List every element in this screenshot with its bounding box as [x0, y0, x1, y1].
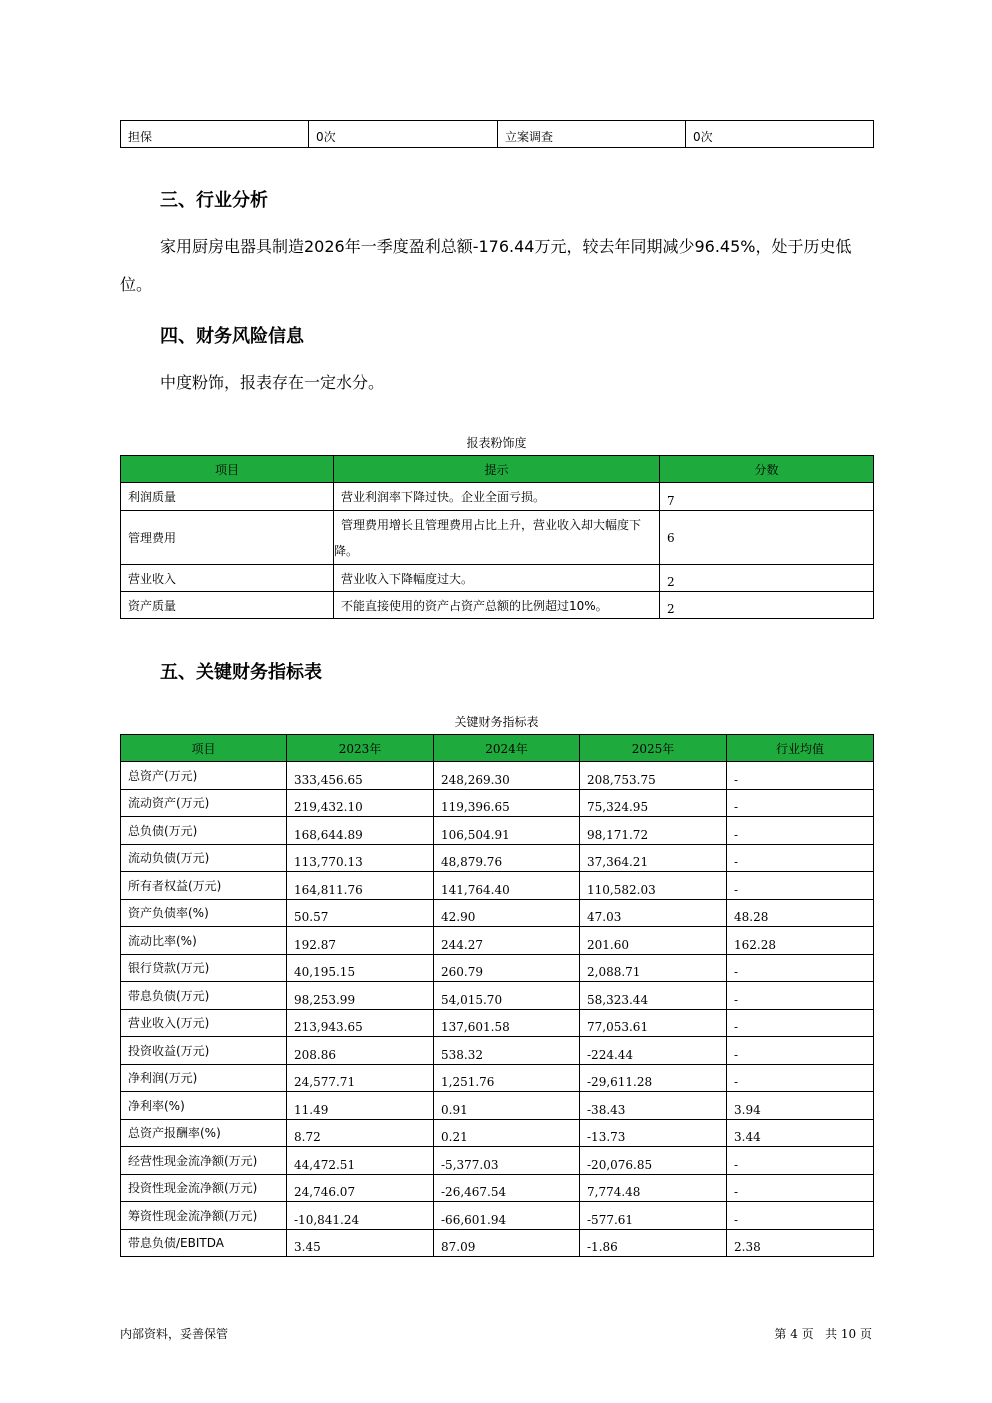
kpi-value-2024: 1,251.76: [434, 1064, 580, 1092]
kpi-item: 投资收益(万元): [121, 1037, 287, 1065]
kpi-item: 经营性现金流净额(万元): [121, 1147, 287, 1175]
kpi-value-2024: 42.90: [434, 899, 580, 927]
risk-header-row: [121, 456, 874, 483]
kpi-value-2025: -224.44: [580, 1037, 727, 1065]
kpi-value-industry-avg: 48.28: [727, 899, 874, 927]
kpi-value-industry-avg: -: [727, 1147, 874, 1175]
kpi-value-2025: -29,611.28: [580, 1064, 727, 1092]
kpi-value-industry-avg: -: [727, 1009, 874, 1037]
kpi-value-industry-avg: -: [727, 762, 874, 790]
kpi-value-2024: 119,396.65: [434, 789, 580, 817]
kpi-value-2025: -20,076.85: [580, 1147, 727, 1175]
kpi-value-2023: 3.45: [287, 1229, 434, 1257]
kpi-value-2024: 0.91: [434, 1092, 580, 1120]
kpi-value-2025: 37,364.21: [580, 844, 727, 872]
kpi-value-industry-avg: -: [727, 1037, 874, 1065]
table-row: [121, 899, 874, 927]
table-row: [121, 565, 874, 592]
kpi-item: 流动资产(万元): [121, 789, 287, 817]
kpi-item: 总资产(万元): [121, 762, 287, 790]
table-row: [121, 927, 874, 955]
kpi-value-2024: 248,269.30: [434, 762, 580, 790]
kpi-value-2023: 113,770.13: [287, 844, 434, 872]
kpi-value-2023: 208.86: [287, 1037, 434, 1065]
kpi-value-2023: 98,253.99: [287, 982, 434, 1010]
kpi-table: [120, 734, 874, 1257]
section3-heading: 三、行业分析: [160, 190, 268, 211]
kpi-value-2025: -577.61: [580, 1202, 727, 1230]
table-row: [121, 483, 874, 511]
risk-hint: 营业收入下降幅度过大。: [334, 565, 660, 592]
kpi-value-2025: 77,053.61: [580, 1009, 727, 1037]
kpi-item: 总负债(万元): [121, 817, 287, 845]
kpi-value-2025: 75,324.95: [580, 789, 727, 817]
kpi-value-2024: 244.27: [434, 927, 580, 955]
kpi-value-2023: 219,432.10: [287, 789, 434, 817]
kpi-value-2024: 260.79: [434, 954, 580, 982]
table-row: [121, 954, 874, 982]
footer-left: 内部资料，妥善保管: [120, 1327, 229, 1341]
section5-heading: 五、关键财务指标表: [160, 662, 322, 683]
table-row: [121, 1229, 874, 1257]
kpi-value-industry-avg: 2.38: [727, 1229, 874, 1257]
kpi-item: 资产负债率(%): [121, 899, 287, 927]
risk-item: 利润质量: [121, 483, 334, 511]
kpi-value-2023: 164,811.76: [287, 872, 434, 900]
kpi-value-2023: 168,644.89: [287, 817, 434, 845]
section3-paragraph: 家用厨房电器具制造2026年一季度盈利总额-176.44万元，较去年同期减少96.45%，处于历史低位。: [120, 237, 852, 294]
risk-item: 营业收入: [121, 565, 334, 592]
footer-page-number: 第 4 页 共 10 页: [774, 1327, 872, 1341]
investigation-count: 0次: [686, 121, 874, 148]
kpi-value-2024: -66,601.94: [434, 1202, 580, 1230]
table-row: [121, 511, 874, 565]
kpi-value-2023: 11.49: [287, 1092, 434, 1120]
kpi-header-2023: 2023年: [287, 735, 434, 762]
kpi-value-2024: 137,601.58: [434, 1009, 580, 1037]
kpi-value-2024: 106,504.91: [434, 817, 580, 845]
kpi-value-2024: 0.21: [434, 1119, 580, 1147]
kpi-value-industry-avg: -: [727, 844, 874, 872]
table-row: [121, 1202, 874, 1230]
kpi-value-2023: -10,841.24: [287, 1202, 434, 1230]
investigation-label: 立案调查: [498, 121, 686, 148]
kpi-item: 净利率(%): [121, 1092, 287, 1120]
kpi-header-2024: 2024年: [434, 735, 580, 762]
kpi-item: 带息负债/EBITDA: [121, 1229, 287, 1257]
kpi-value-industry-avg: -: [727, 1064, 874, 1092]
kpi-value-2024: -5,377.03: [434, 1147, 580, 1175]
kpi-value-2023: 213,943.65: [287, 1009, 434, 1037]
table-row: [121, 1009, 874, 1037]
kpi-item: 流动比率(%): [121, 927, 287, 955]
kpi-value-2025: 7,774.48: [580, 1174, 727, 1202]
kpi-value-2025: 201.60: [580, 927, 727, 955]
kpi-item: 流动负债(万元): [121, 844, 287, 872]
kpi-value-industry-avg: -: [727, 872, 874, 900]
kpi-item: 投资性现金流净额(万元): [121, 1174, 287, 1202]
kpi-item: 总资产报酬率(%): [121, 1119, 287, 1147]
kpi-value-2024: 538.32: [434, 1037, 580, 1065]
kpi-value-2024: 54,015.70: [434, 982, 580, 1010]
kpi-value-2024: 141,764.40: [434, 872, 580, 900]
kpi-value-2023: 50.57: [287, 899, 434, 927]
kpi-value-industry-avg: -: [727, 982, 874, 1010]
kpi-value-industry-avg: -: [727, 1174, 874, 1202]
kpi-value-2023: 24,577.71: [287, 1064, 434, 1092]
kpi-value-2025: -13.73: [580, 1119, 727, 1147]
kpi-table-body: [121, 762, 874, 1257]
risk-table-caption: 报表粉饰度: [466, 436, 527, 450]
risk-hint: 不能直接使用的资产占资产总额的比例超过10%。: [334, 592, 660, 619]
risk-hint: 管理费用增长且管理费用占比上升，营业收入却大幅度下降。: [334, 511, 660, 565]
table-row: [121, 121, 874, 148]
kpi-value-industry-avg: 3.94: [727, 1092, 874, 1120]
table-row: [121, 789, 874, 817]
table-row: [121, 1174, 874, 1202]
kpi-value-2023: 24,746.07: [287, 1174, 434, 1202]
risk-score: 6: [660, 511, 874, 565]
kpi-value-2025: 2,088.71: [580, 954, 727, 982]
section4-heading: 四、财务风险信息: [160, 326, 304, 347]
risk-item: 管理费用: [121, 511, 334, 565]
kpi-header-industry-avg: 行业均值: [727, 735, 874, 762]
kpi-value-industry-avg: -: [727, 954, 874, 982]
kpi-value-industry-avg: 3.44: [727, 1119, 874, 1147]
kpi-value-2023: 192.87: [287, 927, 434, 955]
kpi-value-2025: 98,171.72: [580, 817, 727, 845]
table-row: [121, 1092, 874, 1120]
table-row: [121, 982, 874, 1010]
risk-table: [120, 455, 874, 619]
kpi-value-industry-avg: -: [727, 1202, 874, 1230]
kpi-value-2025: 47.03: [580, 899, 727, 927]
risk-header-score: 分数: [660, 456, 874, 483]
table-row: [121, 592, 874, 619]
risk-header-item: 项目: [121, 456, 334, 483]
kpi-value-2025: 110,582.03: [580, 872, 727, 900]
kpi-value-2025: 208,753.75: [580, 762, 727, 790]
table-row: [121, 817, 874, 845]
table-row: [121, 872, 874, 900]
guarantee-label: 担保: [121, 121, 309, 148]
kpi-value-2024: 48,879.76: [434, 844, 580, 872]
kpi-table-caption: 关键财务指标表: [454, 715, 539, 729]
kpi-item: 带息负债(万元): [121, 982, 287, 1010]
kpi-value-2023: 44,472.51: [287, 1147, 434, 1175]
kpi-value-2024: -26,467.54: [434, 1174, 580, 1202]
kpi-item: 银行贷款(万元): [121, 954, 287, 982]
kpi-value-2025: -38.43: [580, 1092, 727, 1120]
risk-item: 资产质量: [121, 592, 334, 619]
table-row: [121, 1037, 874, 1065]
kpi-value-2024: 87.09: [434, 1229, 580, 1257]
table-row: [121, 844, 874, 872]
kpi-value-2023: 8.72: [287, 1119, 434, 1147]
risk-header-hint: 提示: [334, 456, 660, 483]
section4-paragraph: 中度粉饰，报表存在一定水分。: [160, 373, 385, 392]
risk-score: 2: [660, 592, 874, 619]
table-row: [121, 1147, 874, 1175]
kpi-header-row: [121, 735, 874, 762]
kpi-item: 所有者权益(万元): [121, 872, 287, 900]
kpi-header-2025: 2025年: [580, 735, 727, 762]
risk-hint: 营业利润率下降过快。企业全面亏损。: [334, 483, 660, 511]
kpi-value-industry-avg: -: [727, 817, 874, 845]
table-row: [121, 762, 874, 790]
kpi-value-industry-avg: -: [727, 789, 874, 817]
table-row: [121, 1064, 874, 1092]
table-row: [121, 1119, 874, 1147]
risk-score: 2: [660, 565, 874, 592]
kpi-value-2025: -1.86: [580, 1229, 727, 1257]
risk-score: 7: [660, 483, 874, 511]
kpi-item: 筹资性现金流净额(万元): [121, 1202, 287, 1230]
kpi-item: 净利润(万元): [121, 1064, 287, 1092]
kpi-item: 营业收入(万元): [121, 1009, 287, 1037]
kpi-value-industry-avg: 162.28: [727, 927, 874, 955]
kpi-value-2023: 333,456.65: [287, 762, 434, 790]
guarantee-table: [120, 120, 874, 148]
guarantee-count: 0次: [309, 121, 498, 148]
kpi-value-2023: 40,195.15: [287, 954, 434, 982]
kpi-value-2025: 58,323.44: [580, 982, 727, 1010]
kpi-header-item: 项目: [121, 735, 287, 762]
